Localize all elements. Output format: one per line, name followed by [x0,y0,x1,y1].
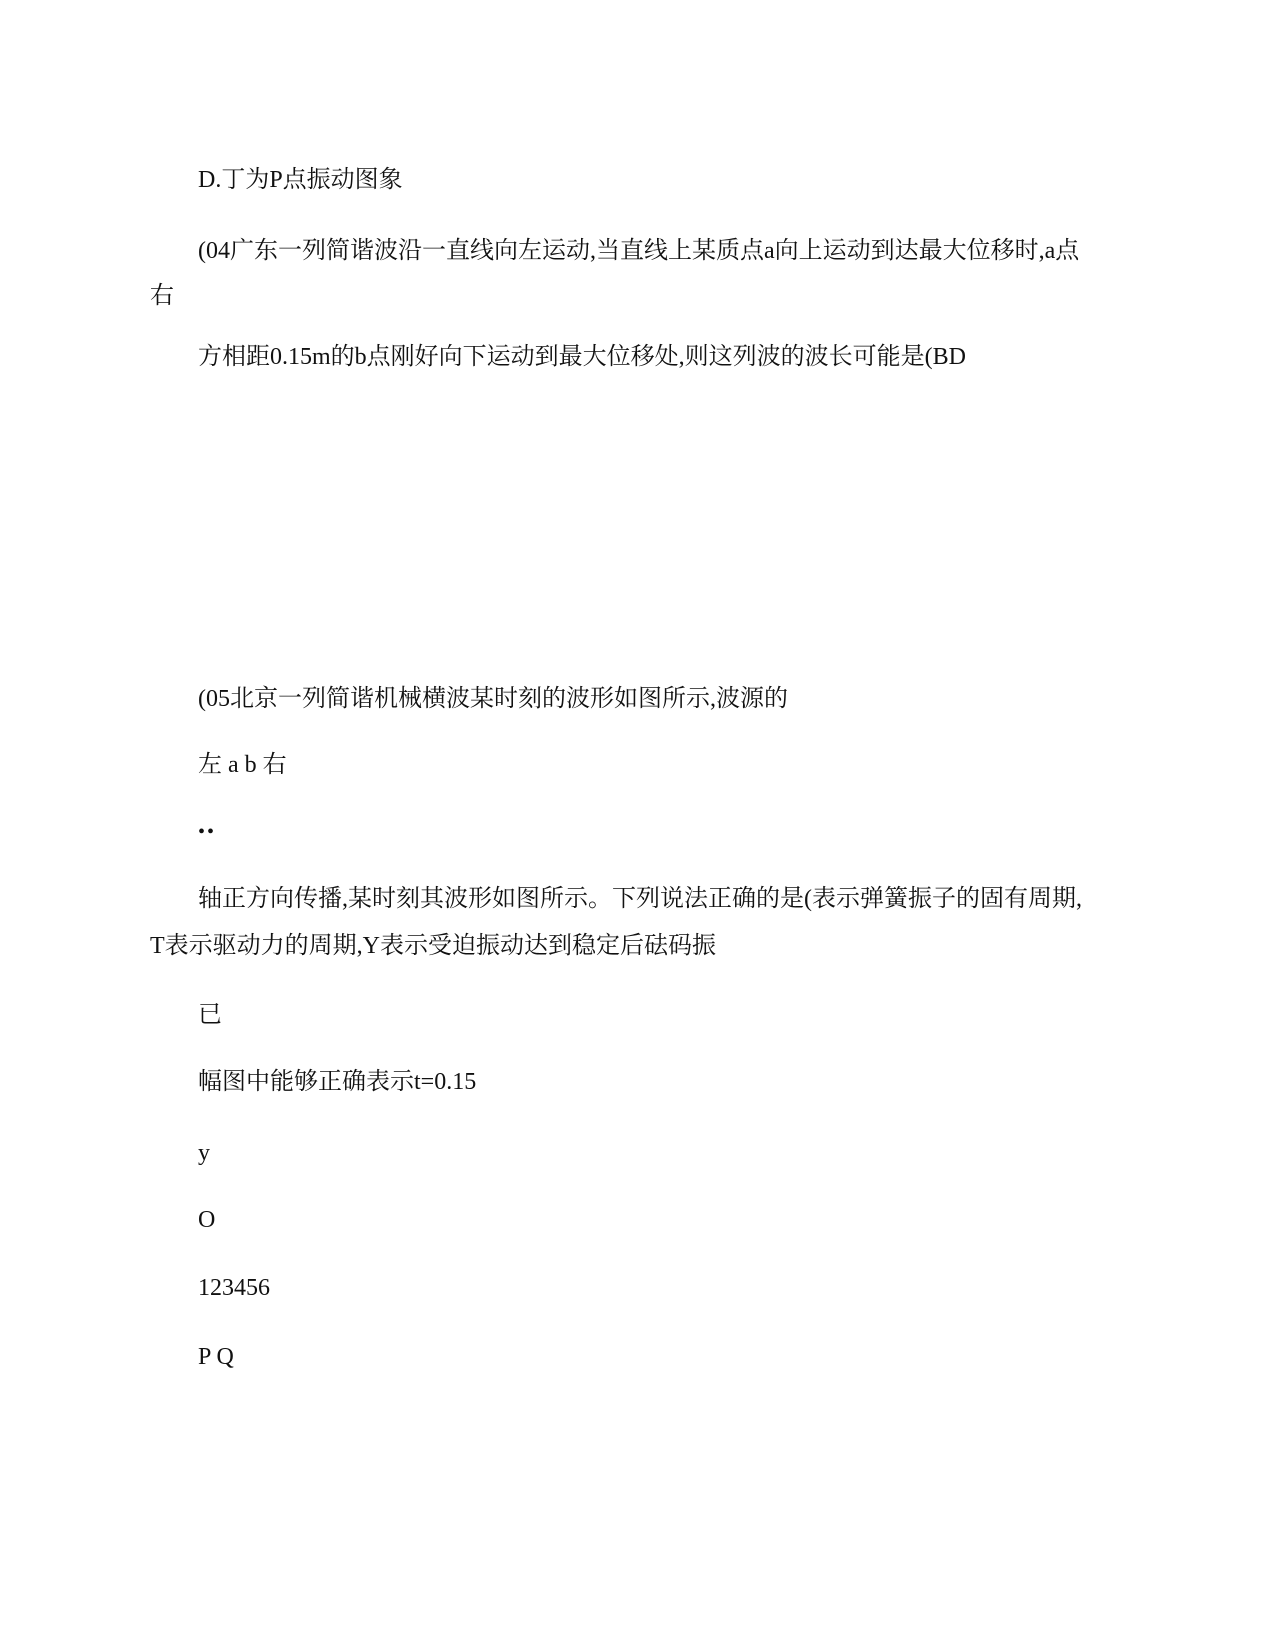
paragraph-line-2: T表示驱动力的周期,Y表示受迫振动达到稳定后砝码振 [150,933,716,959]
figure-label-left-a-b-right: 左 a b 右 [198,752,287,778]
figure-dots: •• [198,821,217,843]
axis-label-y: y [198,1140,210,1166]
question-04-line-1: (04广东一列简谐波沿一直线向左运动,当直线上某质点a向上运动到达最大位移时,a点 [198,238,1080,264]
axis-origin-label: O [198,1207,216,1233]
option-d-line: D.丁为P点振动图象 [198,167,403,193]
question-04-line-2: 右 [150,283,174,309]
question-05-line-1: (05北京一列简谐机械横波某时刻的波形如图所示,波源的 [198,686,788,712]
axis-tick-labels: 123456 [198,1275,270,1301]
point-labels-p-q: P Q [198,1344,234,1370]
fragment-figure-statement: 幅图中能够正确表示t=0.15 [198,1069,477,1095]
question-04-line-3: 方相距0.15m的b点刚好向下运动到最大位移处,则这列波的波长可能是(BD [198,344,966,370]
fragment-ji: 已 [198,1002,222,1028]
paragraph-line-1: 轴正方向传播,某时刻其波形如图所示。下列说法正确的是(表示弹簧振子的固有周期, [198,886,1082,912]
